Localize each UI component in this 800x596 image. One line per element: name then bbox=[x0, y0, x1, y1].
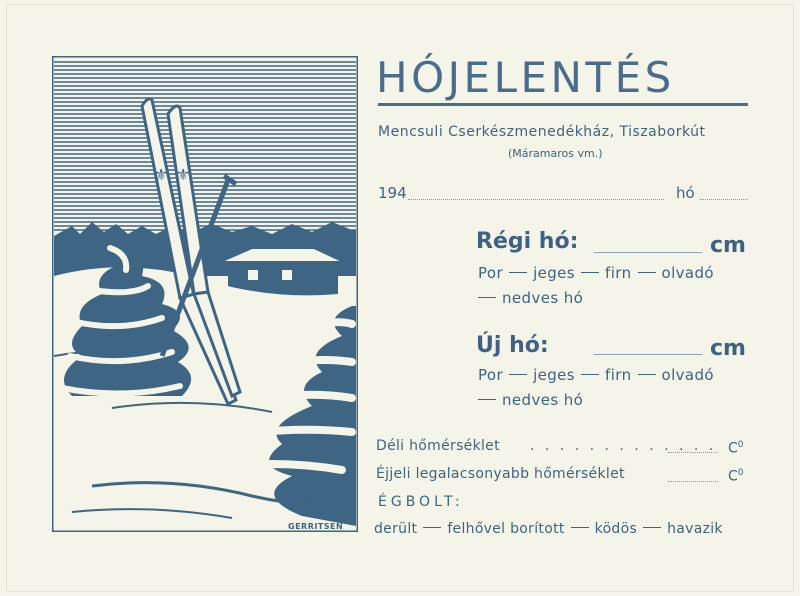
snow-type: nedves hó bbox=[502, 289, 584, 307]
snow-type: Por bbox=[478, 264, 504, 282]
sky-option: felhővel borított bbox=[447, 521, 565, 537]
month-label: hó bbox=[676, 184, 695, 202]
svg-text:⚜: ⚜ bbox=[154, 165, 169, 184]
snow-type: nedves hó bbox=[502, 391, 584, 409]
sky-option: havazik bbox=[667, 521, 723, 537]
sky-label: ÉGBOLT: bbox=[378, 494, 464, 510]
night-temperature-unit: $C^0$ bbox=[728, 468, 744, 485]
snow-type: olvadó bbox=[661, 366, 715, 384]
title-rule bbox=[378, 103, 748, 106]
noon-temperature-dots: . . . . . . . . . . . . . bbox=[530, 438, 717, 454]
snow-type: firn bbox=[605, 366, 632, 384]
new-snow-label: Új hó: bbox=[476, 333, 549, 358]
page-title: HÓJELENTÉS bbox=[376, 53, 675, 102]
svg-text:⚜: ⚜ bbox=[176, 165, 191, 184]
old-snow-unit: cm bbox=[710, 233, 746, 258]
snow-type: jeges bbox=[533, 264, 576, 282]
region-name: (Máramaros vm.) bbox=[508, 147, 603, 160]
noon-temperature-label: Déli hőmérséklet bbox=[376, 438, 500, 454]
night-temperature-label: Éjjeli legalacsonyabb hőmérséklet bbox=[376, 466, 625, 482]
noon-temperature-fill-line[interactable] bbox=[668, 452, 718, 453]
snow-type: Por bbox=[478, 366, 504, 384]
old-snow-types-line2 bbox=[478, 289, 583, 307]
new-snow-types-line2 bbox=[478, 391, 583, 409]
day-fill-line[interactable] bbox=[700, 199, 748, 200]
old-snow-types bbox=[478, 264, 714, 282]
new-snow-unit: cm bbox=[710, 336, 746, 361]
night-temperature-fill-line[interactable] bbox=[668, 481, 718, 482]
snow-type: olvadó bbox=[661, 264, 715, 282]
sky-option: ködös bbox=[594, 521, 638, 537]
location-name: Mencsuli Cserkészmenedékház, Tiszaborkút bbox=[378, 124, 706, 140]
snow-type: firn bbox=[605, 264, 632, 282]
artist-signature: GERRITSEN bbox=[288, 522, 344, 531]
old-snow-fill-line[interactable] bbox=[594, 252, 702, 253]
year-prefix: 194 bbox=[378, 184, 407, 202]
sky-options bbox=[374, 521, 723, 537]
noon-temperature-unit: $C^0$ bbox=[728, 440, 744, 457]
new-snow-types bbox=[478, 366, 714, 384]
old-snow-label: Régi hó: bbox=[476, 229, 579, 254]
new-snow-fill-line[interactable] bbox=[594, 354, 702, 355]
date-fill-line[interactable] bbox=[408, 199, 664, 200]
winter-ski-illustration bbox=[52, 56, 358, 532]
snow-type: jeges bbox=[533, 366, 576, 384]
sky-option: derült bbox=[374, 521, 418, 537]
illustration-svg bbox=[52, 56, 358, 532]
